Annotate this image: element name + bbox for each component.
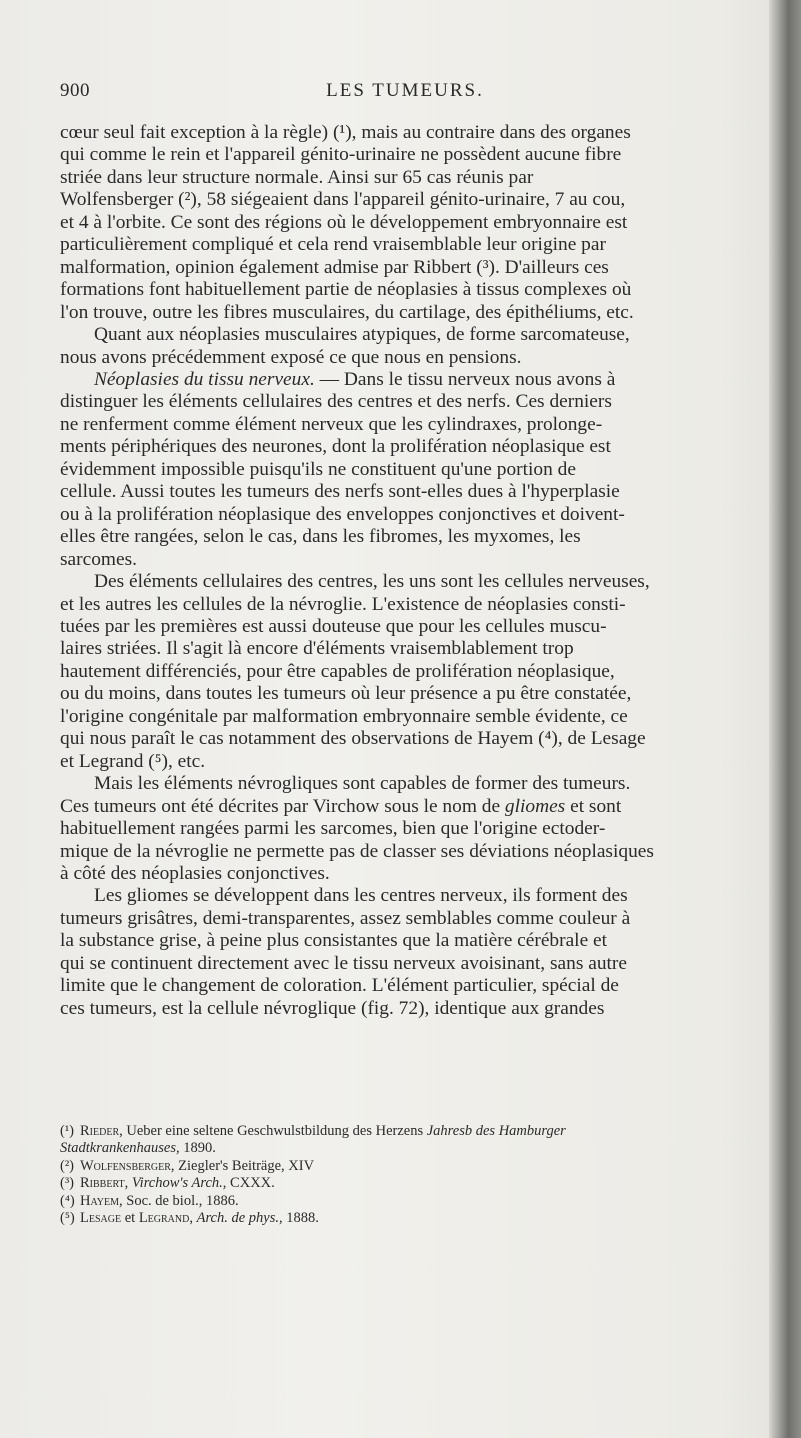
text-line: distinguer les éléments cellulaires des centres et des nerfs. Ces derniers [60, 391, 612, 413]
footnote-source: Virchow's Arch., [131, 1175, 227, 1192]
paragraph-6 [60, 885, 750, 1020]
footnote-number: (⁵) [60, 1210, 75, 1227]
footnote-author: Legrand, [138, 1210, 193, 1227]
text-line: et les autres les cellules de la névroglie. L'existence de néoplasies consti- [60, 593, 626, 615]
text-line: tuées par les premières est aussi douteuse que pour les cellules muscu- [60, 615, 607, 637]
text-line: laires striées. Il s'agit là encore d'éléments vraisemblablement trop [60, 638, 574, 660]
text-line: qui nous paraît le cas notamment des observations de Hayem (⁴), de Lesage [60, 728, 646, 750]
text-line: tumeurs grisâtres, demi-transparentes, assez semblables comme couleur à [60, 907, 631, 929]
text-line: ou du moins, dans toutes les tumeurs où leur présence a pu être constatée, [60, 683, 632, 705]
text-line: et Legrand (⁵), etc. [60, 750, 206, 772]
text-line: limite que le changement de coloration. L'élément particulier, spécial de [60, 975, 619, 997]
paragraph-1 [60, 122, 750, 324]
footnote-author: Rieder, [80, 1123, 123, 1139]
text-line: nous avons précédemment exposé ce que nous en pensions. [60, 346, 522, 368]
footnote-source: Stadtkrankenhauses, [60, 1140, 180, 1157]
paragraph-3 [60, 369, 750, 571]
footnote-text: et [121, 1210, 139, 1227]
text-line: striée dans leur structure normale. Ainsi sur 65 cas réunis par [60, 166, 534, 188]
footnotes [60, 1123, 750, 1227]
footnote-1 [60, 1123, 750, 1140]
footnote-1-continued [60, 1140, 750, 1157]
text-line: Mais les éléments névrogliques sont capables de former des tumeurs. [94, 773, 631, 795]
text-line [60, 369, 750, 391]
footnote-source: Arch. de phys., [196, 1210, 283, 1227]
footnote-4 [60, 1193, 750, 1210]
running-title: LES TUMEURS. [326, 80, 484, 101]
text-line: l'on trouve, outre les fibres musculaires, du cartilage, des épithéliums, etc. [60, 301, 634, 323]
text-span: — Dans le tissu nerveux nous avons à [314, 368, 616, 390]
text-line: Des éléments cellulaires des centres, les uns sont les cellules nerveuses, [94, 571, 650, 593]
term-gliomes: gliomes [504, 795, 566, 817]
text-line: cellule. Aussi toutes les tumeurs des nerfs sont-elles dues à l'hyperplasie [60, 481, 620, 503]
footnote-author: Wolfensberger, [80, 1157, 175, 1174]
text-span: et sont [565, 795, 622, 817]
text-line: cœur seul fait exception à la règle) (¹), mais au contraire dans des organes [60, 122, 631, 143]
text-line: à côté des néoplasies conjonctives. [60, 862, 330, 884]
footnote-number: (¹) [60, 1123, 75, 1139]
footnote-2 [60, 1158, 750, 1175]
footnote-text: Ueber eine seltene Geschwulstbildung des Herzens [122, 1123, 427, 1139]
text-line: ces tumeurs, est la cellule névroglique (fig. 72), identique aux grandes [60, 997, 605, 1019]
text-line: elles être rangées, selon le cas, dans les fibromes, les myxomes, les [60, 526, 581, 548]
footnote-author: Ribbert, [80, 1175, 129, 1192]
page-number: 900 [60, 80, 90, 101]
footnote-author: Lesage [80, 1210, 122, 1227]
text-line: et 4 à l'orbite. Ce sont des régions où le développement embryonnaire est [60, 211, 628, 233]
footnote-author: Hayem, [80, 1192, 123, 1209]
text-line: évidemment impossible puisqu'ils ne constituent qu'une portion de [60, 458, 576, 480]
paragraph-4 [60, 571, 750, 773]
text-line: qui comme le rein et l'appareil génito-urinaire ne possèdent aucune fibre [60, 144, 622, 166]
text-line: habituellement rangées parmi les sarcomes, bien que l'origine ectoder- [60, 818, 606, 840]
text-line: formations font habituellement partie de néoplasies à tissus complexes où [60, 279, 632, 301]
text-line: ments périphériques des neurones, dont la prolifération néoplasique est [60, 436, 611, 458]
text-line: qui se continuent directement avec le tissu nerveux avoisinant, sans autre [60, 952, 627, 974]
footnote-text: CXXX. [226, 1175, 275, 1192]
paragraph-5 [60, 773, 750, 885]
text-line: l'origine congénitale par malformation embryonnaire semble évidente, ce [60, 705, 628, 727]
text-line: Quant aux néoplasies musculaires atypiques, de forme sarcomateuse, [94, 324, 630, 346]
page-edge-shadow [769, 0, 801, 1438]
text-line: sarcomes. [60, 548, 137, 570]
footnote-source: Jahresb des Hamburger [426, 1123, 566, 1139]
text-line: ne renferment comme élément nerveux que les cylindraxes, prolonge- [60, 413, 603, 435]
text-line: mique de la névroglie ne permette pas de classer ses déviations néoplasiques [60, 840, 654, 862]
text-line: ou à la prolifération néoplasique des enveloppes conjonctives et doivent- [60, 503, 625, 525]
page-header [60, 80, 750, 110]
text-span: Ces tumeurs ont été décrites par Virchow sous le nom de [60, 795, 505, 817]
paragraph-2 [60, 324, 750, 369]
text-line: la substance grise, à peine plus consistantes que la matière cérébrale et [60, 930, 608, 952]
footnote-number: (³) [60, 1175, 75, 1192]
footnote-text: Soc. de biol., 1886. [122, 1192, 239, 1209]
text-line [60, 796, 750, 818]
footnote-3 [60, 1175, 750, 1192]
footnote-5 [60, 1210, 750, 1227]
text-line: hautement différenciés, pour être capables de prolifération néoplasique, [60, 660, 615, 682]
text-line: Wolfensberger (²), 58 siégeaient dans l'appareil génito-urinaire, 7 au cou, [60, 189, 626, 211]
text-line: malformation, opinion également admise par Ribbert (³). D'ailleurs ces [60, 256, 609, 278]
footnote-text: Ziegler's Beiträge, XIV [174, 1157, 315, 1174]
footnote-text: 1888. [282, 1210, 319, 1227]
footnote-number: (⁴) [60, 1192, 75, 1209]
body-text [60, 122, 750, 1020]
footnote-text: 1890. [179, 1140, 216, 1157]
text-line: Les gliomes se développent dans les centres nerveux, ils forment des [94, 885, 628, 907]
text-line: particulièrement compliqué et cela rend vraisemblable leur origine par [60, 234, 606, 256]
footnote-number: (²) [60, 1157, 75, 1174]
section-title: Néoplasies du tissu nerveux. [94, 368, 315, 390]
